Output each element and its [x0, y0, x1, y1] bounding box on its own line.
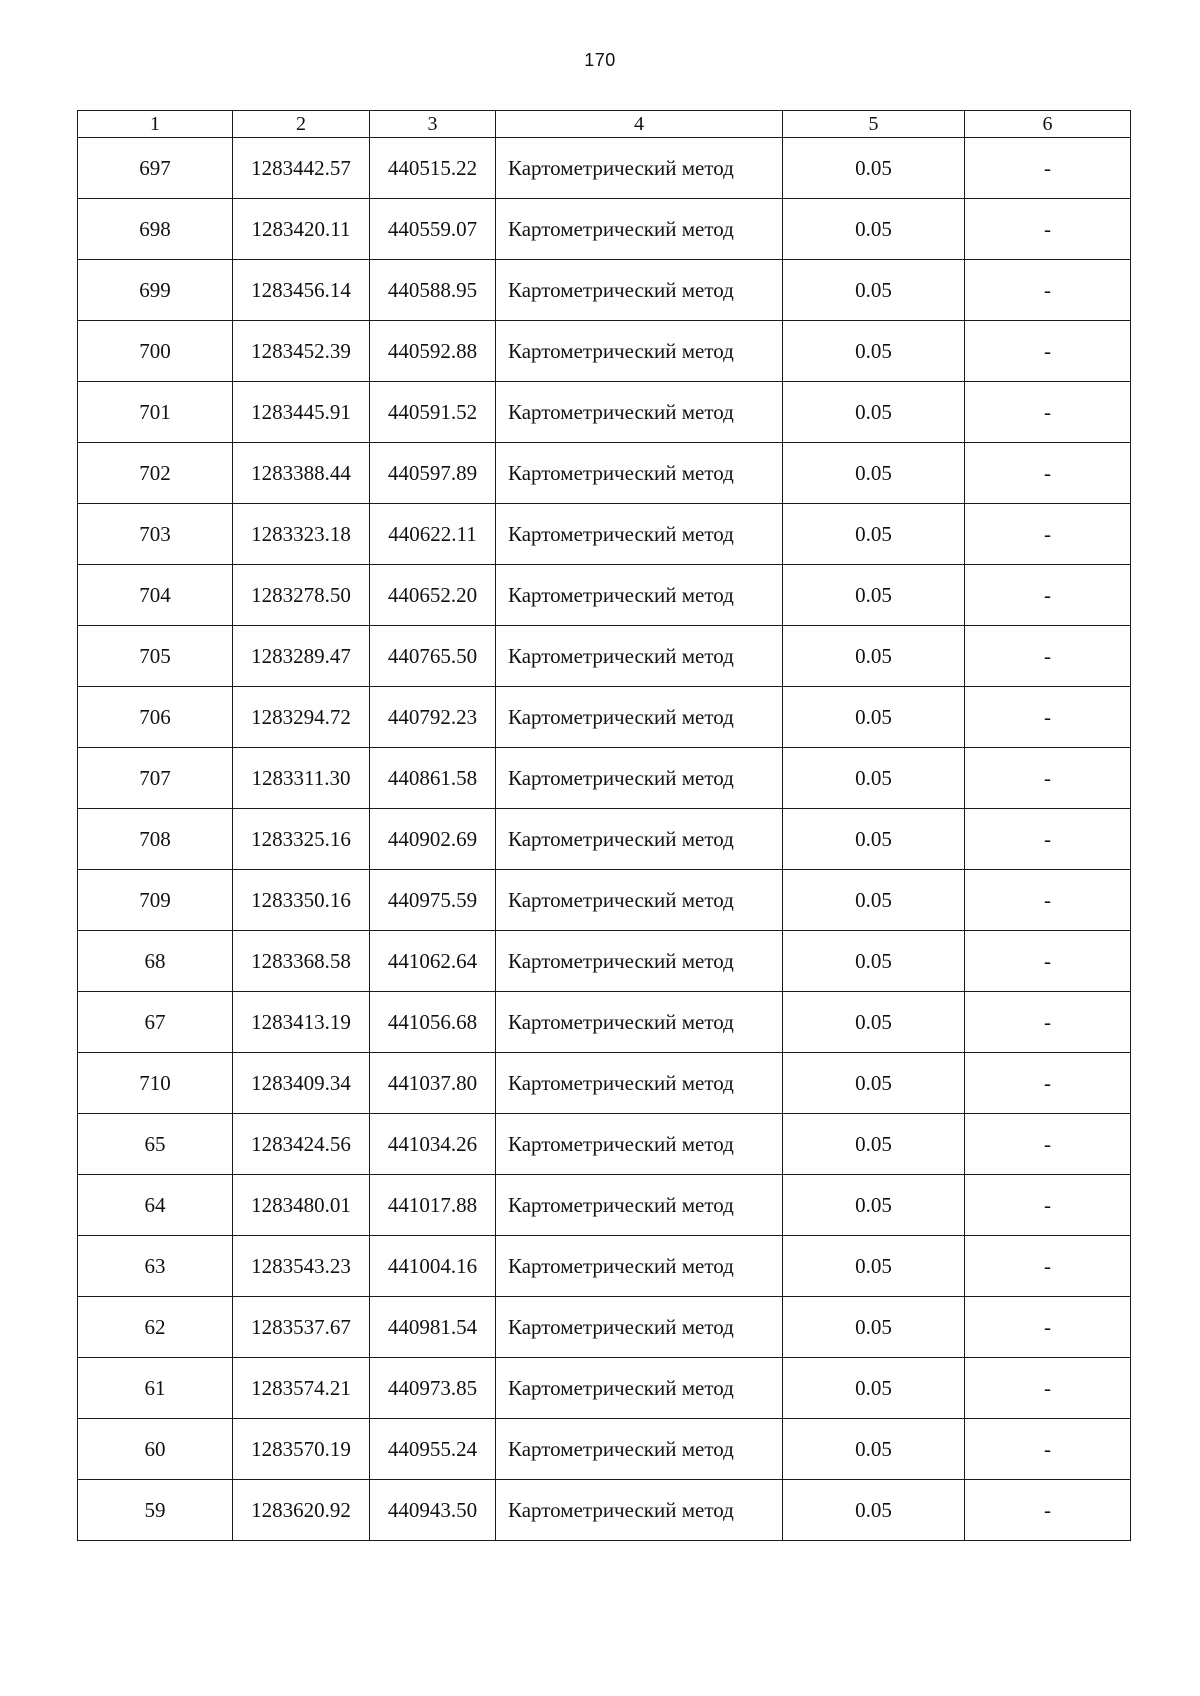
point-number-cell: 60: [78, 1419, 233, 1480]
y-coordinate-cell: 441034.26: [370, 1114, 496, 1175]
table-row: [78, 1175, 1131, 1236]
table-row: [78, 1114, 1131, 1175]
table-row: [78, 870, 1131, 931]
table-row: [78, 1480, 1131, 1541]
table-row: [78, 138, 1131, 199]
method-cell: Картометрический метод: [496, 260, 783, 321]
point-number-cell: 698: [78, 199, 233, 260]
note-cell: -: [965, 199, 1131, 260]
y-coordinate-cell: 440943.50: [370, 1480, 496, 1541]
y-coordinate-cell: 440973.85: [370, 1358, 496, 1419]
method-cell: Картометрический метод: [496, 626, 783, 687]
x-coordinate-cell: 1283409.34: [233, 1053, 370, 1114]
column-header-1: 1: [78, 111, 233, 138]
table-row: [78, 504, 1131, 565]
accuracy-cell: 0.05: [783, 1419, 965, 1480]
x-coordinate-cell: 1283311.30: [233, 748, 370, 809]
method-cell: Картометрический метод: [496, 931, 783, 992]
accuracy-cell: 0.05: [783, 260, 965, 321]
table-row: [78, 687, 1131, 748]
method-cell: Картометрический метод: [496, 321, 783, 382]
header-row: [78, 111, 1131, 138]
point-number-cell: 708: [78, 809, 233, 870]
column-header-5: 5: [783, 111, 965, 138]
y-coordinate-cell: 440765.50: [370, 626, 496, 687]
table-row: [78, 626, 1131, 687]
column-header-4: 4: [496, 111, 783, 138]
point-number-cell: 699: [78, 260, 233, 321]
note-cell: -: [965, 382, 1131, 443]
method-cell: Картометрический метод: [496, 1297, 783, 1358]
point-number-cell: 64: [78, 1175, 233, 1236]
point-number-cell: 68: [78, 931, 233, 992]
y-coordinate-cell: 440559.07: [370, 199, 496, 260]
accuracy-cell: 0.05: [783, 382, 965, 443]
method-cell: Картометрический метод: [496, 565, 783, 626]
x-coordinate-cell: 1283413.19: [233, 992, 370, 1053]
y-coordinate-cell: 441037.80: [370, 1053, 496, 1114]
note-cell: -: [965, 138, 1131, 199]
column-header-3: 3: [370, 111, 496, 138]
method-cell: Картометрический метод: [496, 1480, 783, 1541]
point-number-cell: 703: [78, 504, 233, 565]
note-cell: -: [965, 1053, 1131, 1114]
method-cell: Картометрический метод: [496, 382, 783, 443]
note-cell: -: [965, 1480, 1131, 1541]
point-number-cell: 697: [78, 138, 233, 199]
note-cell: -: [965, 626, 1131, 687]
point-number-cell: 704: [78, 565, 233, 626]
accuracy-cell: 0.05: [783, 931, 965, 992]
y-coordinate-cell: 440792.23: [370, 687, 496, 748]
y-coordinate-cell: 440975.59: [370, 870, 496, 931]
table-row: [78, 1053, 1131, 1114]
point-number-cell: 67: [78, 992, 233, 1053]
page-number: 170: [584, 50, 616, 70]
y-coordinate-cell: 440652.20: [370, 565, 496, 626]
y-coordinate-cell: 440861.58: [370, 748, 496, 809]
method-cell: Картометрический метод: [496, 1358, 783, 1419]
note-cell: -: [965, 504, 1131, 565]
method-cell: Картометрический метод: [496, 687, 783, 748]
method-cell: Картометрический метод: [496, 138, 783, 199]
x-coordinate-cell: 1283278.50: [233, 565, 370, 626]
method-cell: Картометрический метод: [496, 1236, 783, 1297]
x-coordinate-cell: 1283574.21: [233, 1358, 370, 1419]
x-coordinate-cell: 1283452.39: [233, 321, 370, 382]
table-row: [78, 321, 1131, 382]
point-number-cell: 61: [78, 1358, 233, 1419]
point-number-cell: 707: [78, 748, 233, 809]
y-coordinate-cell: 441056.68: [370, 992, 496, 1053]
point-number-cell: 59: [78, 1480, 233, 1541]
note-cell: -: [965, 809, 1131, 870]
point-number-cell: 702: [78, 443, 233, 504]
point-number-cell: 63: [78, 1236, 233, 1297]
method-cell: Картометрический метод: [496, 1419, 783, 1480]
x-coordinate-cell: 1283289.47: [233, 626, 370, 687]
x-coordinate-cell: 1283570.19: [233, 1419, 370, 1480]
table-row: [78, 443, 1131, 504]
x-coordinate-cell: 1283420.11: [233, 199, 370, 260]
table-row: [78, 1297, 1131, 1358]
table-header: [78, 111, 1131, 138]
accuracy-cell: 0.05: [783, 443, 965, 504]
y-coordinate-cell: 440902.69: [370, 809, 496, 870]
method-cell: Картометрический метод: [496, 1114, 783, 1175]
y-coordinate-cell: 440955.24: [370, 1419, 496, 1480]
point-number-cell: 706: [78, 687, 233, 748]
table-row: [78, 1419, 1131, 1480]
y-coordinate-cell: 441062.64: [370, 931, 496, 992]
x-coordinate-cell: 1283388.44: [233, 443, 370, 504]
point-number-cell: 710: [78, 1053, 233, 1114]
x-coordinate-cell: 1283442.57: [233, 138, 370, 199]
table-row: [78, 809, 1131, 870]
point-number-cell: 701: [78, 382, 233, 443]
coordinates-table: [77, 110, 1131, 1541]
method-cell: Картометрический метод: [496, 443, 783, 504]
method-cell: Картометрический метод: [496, 748, 783, 809]
y-coordinate-cell: 440597.89: [370, 443, 496, 504]
accuracy-cell: 0.05: [783, 1236, 965, 1297]
method-cell: Картометрический метод: [496, 1175, 783, 1236]
note-cell: -: [965, 1114, 1131, 1175]
y-coordinate-cell: 440622.11: [370, 504, 496, 565]
note-cell: -: [965, 870, 1131, 931]
accuracy-cell: 0.05: [783, 504, 965, 565]
accuracy-cell: 0.05: [783, 870, 965, 931]
note-cell: -: [965, 1175, 1131, 1236]
accuracy-cell: 0.05: [783, 321, 965, 382]
y-coordinate-cell: 440981.54: [370, 1297, 496, 1358]
x-coordinate-cell: 1283424.56: [233, 1114, 370, 1175]
y-coordinate-cell: 440592.88: [370, 321, 496, 382]
x-coordinate-cell: 1283350.16: [233, 870, 370, 931]
y-coordinate-cell: 441017.88: [370, 1175, 496, 1236]
note-cell: -: [965, 1297, 1131, 1358]
x-coordinate-cell: 1283368.58: [233, 931, 370, 992]
x-coordinate-cell: 1283294.72: [233, 687, 370, 748]
accuracy-cell: 0.05: [783, 565, 965, 626]
accuracy-cell: 0.05: [783, 1358, 965, 1419]
y-coordinate-cell: 440588.95: [370, 260, 496, 321]
table-row: [78, 1236, 1131, 1297]
method-cell: Картометрический метод: [496, 870, 783, 931]
note-cell: -: [965, 687, 1131, 748]
table-row: [78, 565, 1131, 626]
table-row: [78, 260, 1131, 321]
method-cell: Картометрический метод: [496, 1053, 783, 1114]
x-coordinate-cell: 1283456.14: [233, 260, 370, 321]
note-cell: -: [965, 321, 1131, 382]
accuracy-cell: 0.05: [783, 687, 965, 748]
x-coordinate-cell: 1283480.01: [233, 1175, 370, 1236]
point-number-cell: 62: [78, 1297, 233, 1358]
point-number-cell: 65: [78, 1114, 233, 1175]
table-row: [78, 382, 1131, 443]
accuracy-cell: 0.05: [783, 748, 965, 809]
table-row: [78, 992, 1131, 1053]
note-cell: -: [965, 260, 1131, 321]
point-number-cell: 709: [78, 870, 233, 931]
note-cell: -: [965, 931, 1131, 992]
accuracy-cell: 0.05: [783, 1480, 965, 1541]
accuracy-cell: 0.05: [783, 1297, 965, 1358]
table-body: [78, 138, 1131, 1541]
accuracy-cell: 0.05: [783, 1053, 965, 1114]
table-row: [78, 931, 1131, 992]
method-cell: Картометрический метод: [496, 809, 783, 870]
x-coordinate-cell: 1283543.23: [233, 1236, 370, 1297]
note-cell: -: [965, 1419, 1131, 1480]
x-coordinate-cell: 1283537.67: [233, 1297, 370, 1358]
note-cell: -: [965, 565, 1131, 626]
y-coordinate-cell: 440591.52: [370, 382, 496, 443]
note-cell: -: [965, 1236, 1131, 1297]
x-coordinate-cell: 1283620.92: [233, 1480, 370, 1541]
point-number-cell: 700: [78, 321, 233, 382]
note-cell: -: [965, 1358, 1131, 1419]
note-cell: -: [965, 443, 1131, 504]
table-row: [78, 1358, 1131, 1419]
point-number-cell: 705: [78, 626, 233, 687]
note-cell: -: [965, 748, 1131, 809]
note-cell: -: [965, 992, 1131, 1053]
column-header-6: 6: [965, 111, 1131, 138]
column-header-2: 2: [233, 111, 370, 138]
accuracy-cell: 0.05: [783, 1114, 965, 1175]
accuracy-cell: 0.05: [783, 626, 965, 687]
method-cell: Картометрический метод: [496, 992, 783, 1053]
x-coordinate-cell: 1283445.91: [233, 382, 370, 443]
accuracy-cell: 0.05: [783, 809, 965, 870]
accuracy-cell: 0.05: [783, 992, 965, 1053]
accuracy-cell: 0.05: [783, 138, 965, 199]
accuracy-cell: 0.05: [783, 199, 965, 260]
table-row: [78, 748, 1131, 809]
y-coordinate-cell: 440515.22: [370, 138, 496, 199]
method-cell: Картометрический метод: [496, 504, 783, 565]
method-cell: Картометрический метод: [496, 199, 783, 260]
accuracy-cell: 0.05: [783, 1175, 965, 1236]
y-coordinate-cell: 441004.16: [370, 1236, 496, 1297]
x-coordinate-cell: 1283323.18: [233, 504, 370, 565]
table-row: [78, 199, 1131, 260]
x-coordinate-cell: 1283325.16: [233, 809, 370, 870]
